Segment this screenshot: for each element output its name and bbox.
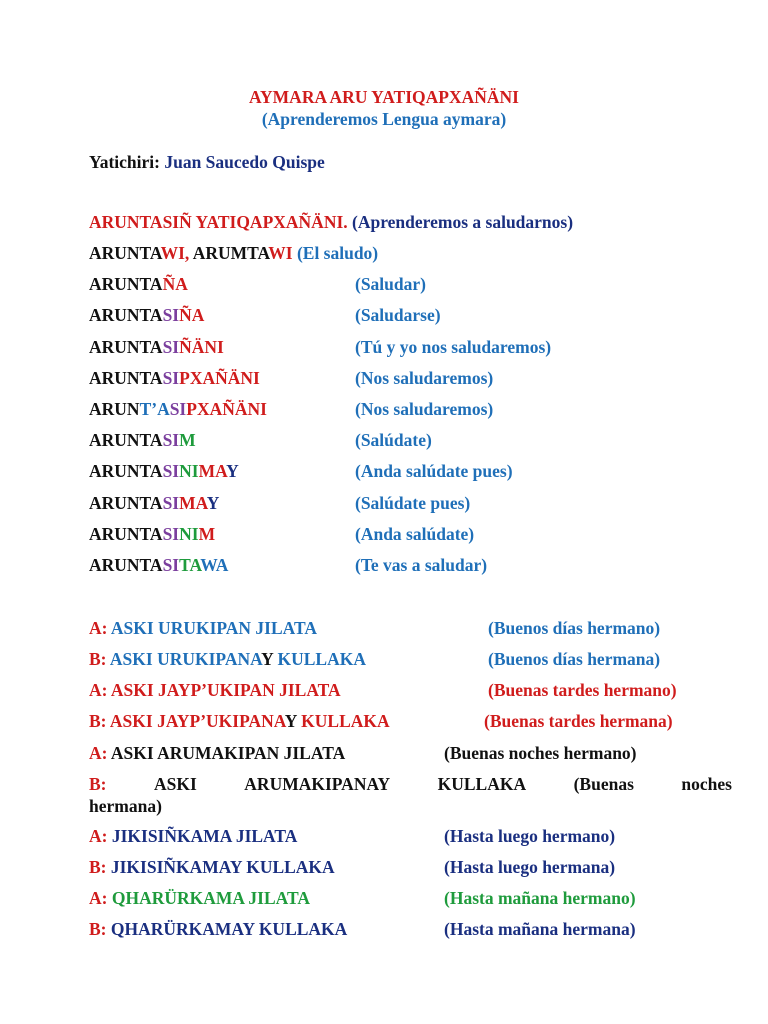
vocab-suffix: SI bbox=[162, 368, 180, 388]
vocab-suffix: SI bbox=[162, 524, 180, 544]
dialogue-line bbox=[89, 825, 297, 847]
term-suffix: WI bbox=[268, 243, 293, 263]
term-root: ARUMTA bbox=[192, 243, 269, 263]
dialogue-word: KULLAKA bbox=[437, 774, 527, 794]
dialogue-word: ARUMAKIPANAY bbox=[244, 774, 391, 794]
vocab-row bbox=[89, 367, 260, 389]
dialogue-translation: (Hasta mañana hermano) bbox=[444, 888, 636, 908]
speaker-label: B: bbox=[89, 919, 107, 939]
dialogue-word: (Buenas bbox=[573, 774, 634, 794]
vocab-root: ARUNTA bbox=[89, 555, 163, 575]
vocab-translation: (Salúdate) bbox=[355, 430, 432, 450]
vocab-root: ARUNTA bbox=[89, 274, 163, 294]
vocab-root: ARUNTA bbox=[89, 493, 163, 513]
vocab-row bbox=[89, 429, 196, 451]
vocab-translation: (Salúdate pues) bbox=[355, 493, 471, 513]
vocab-row bbox=[89, 304, 204, 326]
vocab-suffix: SI bbox=[162, 430, 180, 450]
dialogue-phrase-suffix: Y bbox=[284, 711, 297, 731]
speaker-label: A: bbox=[89, 743, 108, 763]
speaker-label: A: bbox=[89, 888, 108, 908]
vocab-suffix: MA bbox=[179, 493, 207, 513]
vocab-suffix: SI bbox=[162, 493, 180, 513]
dialogue-line bbox=[89, 918, 347, 940]
speaker-label: B: bbox=[89, 774, 107, 794]
vocab-row bbox=[89, 523, 215, 545]
vocab-suffix: SI bbox=[169, 399, 187, 419]
vocab-row bbox=[89, 398, 267, 420]
vocab-row bbox=[89, 273, 188, 295]
dialogue-translation: (Hasta luego hermano) bbox=[444, 826, 616, 846]
author-name: Juan Saucedo Quispe bbox=[164, 152, 325, 172]
vocab-translation: (Saludarse) bbox=[355, 305, 441, 325]
dialogue-translation: (Buenas tardes hermano) bbox=[488, 680, 677, 700]
dialogue-phrase: ASKI URUKIPAN JILATA bbox=[110, 618, 318, 638]
dialogue-phrase: QHARÜRKAMA JILATA bbox=[111, 888, 311, 908]
dialogue-line bbox=[89, 617, 317, 639]
vocab-suffix: Y bbox=[206, 493, 220, 513]
dialogue-word: noches bbox=[681, 774, 732, 794]
vocab-suffix: SI bbox=[162, 337, 180, 357]
vocab-root: ARUNTA bbox=[89, 430, 163, 450]
speaker-label: A: bbox=[89, 826, 108, 846]
vocab-suffix: SI bbox=[162, 305, 180, 325]
vocab-row bbox=[89, 554, 228, 576]
author-label: Yatichiri: bbox=[89, 152, 160, 172]
vocab-suffix: ÑA bbox=[162, 274, 188, 294]
dialogue-phrase: ASKI JAYP’UKIPANA bbox=[109, 711, 285, 731]
section-title-translation: (Aprenderemos a saludarnos) bbox=[352, 212, 574, 232]
vocab-suffix: M bbox=[198, 524, 216, 544]
dialogue-phrase: JIKISIÑKAMA JILATA bbox=[111, 826, 298, 846]
vocab-translation: (Saludar) bbox=[355, 274, 426, 294]
greeting-term-line bbox=[89, 242, 378, 264]
speaker-label: B: bbox=[89, 649, 107, 669]
dialogue-line bbox=[89, 742, 345, 764]
speaker-label: B: bbox=[89, 711, 107, 731]
dialogue-line bbox=[89, 710, 390, 732]
vocab-suffix: ÑA bbox=[179, 305, 205, 325]
vocab-translation: (Anda salúdate) bbox=[355, 524, 475, 544]
document-title: AYMARA ARU YATIQAPXAÑÄNI bbox=[249, 87, 519, 107]
dialogue-line bbox=[89, 856, 335, 878]
speaker-label: A: bbox=[89, 680, 108, 700]
dialogue-line bbox=[89, 679, 341, 701]
vocab-row bbox=[89, 460, 239, 482]
dialogue-translation: (Buenas tardes hermana) bbox=[484, 711, 673, 731]
dialogue-line bbox=[89, 648, 366, 670]
vocab-suffix: T’A bbox=[139, 399, 170, 419]
speaker-label: B: bbox=[89, 857, 107, 877]
vocab-translation: (Nos saludaremos) bbox=[355, 399, 494, 419]
vocab-suffix: WA bbox=[200, 555, 229, 575]
vocab-suffix: ÑÄNI bbox=[179, 337, 224, 357]
dialogue-phrase: ASKI URUKIPANA bbox=[109, 649, 262, 669]
dialogue-phrase: ASKI JAYP’UKIPAN JILATA bbox=[110, 680, 341, 700]
term-suffix: WI, bbox=[160, 243, 190, 263]
vocab-root: ARUN bbox=[89, 399, 140, 419]
vocab-root: ARUNTA bbox=[89, 368, 163, 388]
vocab-suffix: NI bbox=[179, 461, 199, 481]
vocab-suffix: TA bbox=[179, 555, 201, 575]
term-translation: (El saludo) bbox=[296, 243, 379, 263]
dialogue-translation: (Hasta luego hermana) bbox=[444, 857, 616, 877]
dialogue-line-justified bbox=[89, 773, 732, 795]
vocab-row bbox=[89, 492, 219, 514]
dialogue-phrase: ASKI ARUMAKIPAN JILATA bbox=[110, 743, 346, 763]
section-title bbox=[89, 211, 573, 233]
vocab-root: ARUNTA bbox=[89, 305, 163, 325]
dialogue-phrase: KULLAKA bbox=[273, 649, 366, 669]
dialogue-translation: (Buenas noches hermano) bbox=[444, 743, 637, 763]
vocab-translation: (Nos saludaremos) bbox=[355, 368, 494, 388]
dialogue-translation: (Buenos días hermano) bbox=[488, 618, 661, 638]
dialogue-translation: (Hasta mañana hermana) bbox=[444, 919, 636, 939]
vocab-suffix: NI bbox=[179, 524, 199, 544]
term-root: ARUNTA bbox=[89, 243, 161, 263]
vocab-translation: (Te vas a saludar) bbox=[355, 555, 488, 575]
vocab-root: ARUNTA bbox=[89, 337, 163, 357]
dialogue-line bbox=[89, 887, 310, 909]
dialogue-phrase: KULLAKA bbox=[296, 711, 390, 731]
vocab-suffix: M bbox=[179, 430, 196, 450]
vocab-suffix: PXAÑÄNI bbox=[179, 368, 260, 388]
vocab-root: ARUNTA bbox=[89, 524, 163, 544]
vocab-translation: (Anda salúdate pues) bbox=[355, 461, 513, 481]
vocab-suffix: SI bbox=[162, 461, 180, 481]
vocab-root: ARUNTA bbox=[89, 461, 163, 481]
vocab-row bbox=[89, 336, 224, 358]
speaker-label: A: bbox=[89, 618, 108, 638]
author-line bbox=[89, 151, 325, 173]
dialogue-word: ASKI bbox=[154, 774, 197, 794]
vocab-suffix: Y bbox=[226, 461, 239, 481]
vocab-suffix: SI bbox=[162, 555, 180, 575]
document-subtitle: (Aprenderemos Lengua aymara) bbox=[261, 109, 507, 129]
dialogue-line-wrap: hermana) bbox=[89, 796, 162, 816]
dialogue-phrase: JIKISIÑKAMAY KULLAKA bbox=[110, 857, 335, 877]
dialogue-translation: (Buenos días hermana) bbox=[488, 649, 661, 669]
section-title-aymara: ARUNTASIÑ YATIQAPXAÑÄNI. bbox=[89, 212, 348, 232]
dialogue-phrase-suffix: Y bbox=[261, 649, 274, 669]
vocab-translation: (Tú y yo nos saludaremos) bbox=[355, 337, 552, 357]
vocab-suffix: PXAÑÄNI bbox=[186, 399, 267, 419]
dialogue-phrase: QHARÜRKAMAY KULLAKA bbox=[110, 919, 348, 939]
vocab-suffix: MA bbox=[198, 461, 227, 481]
